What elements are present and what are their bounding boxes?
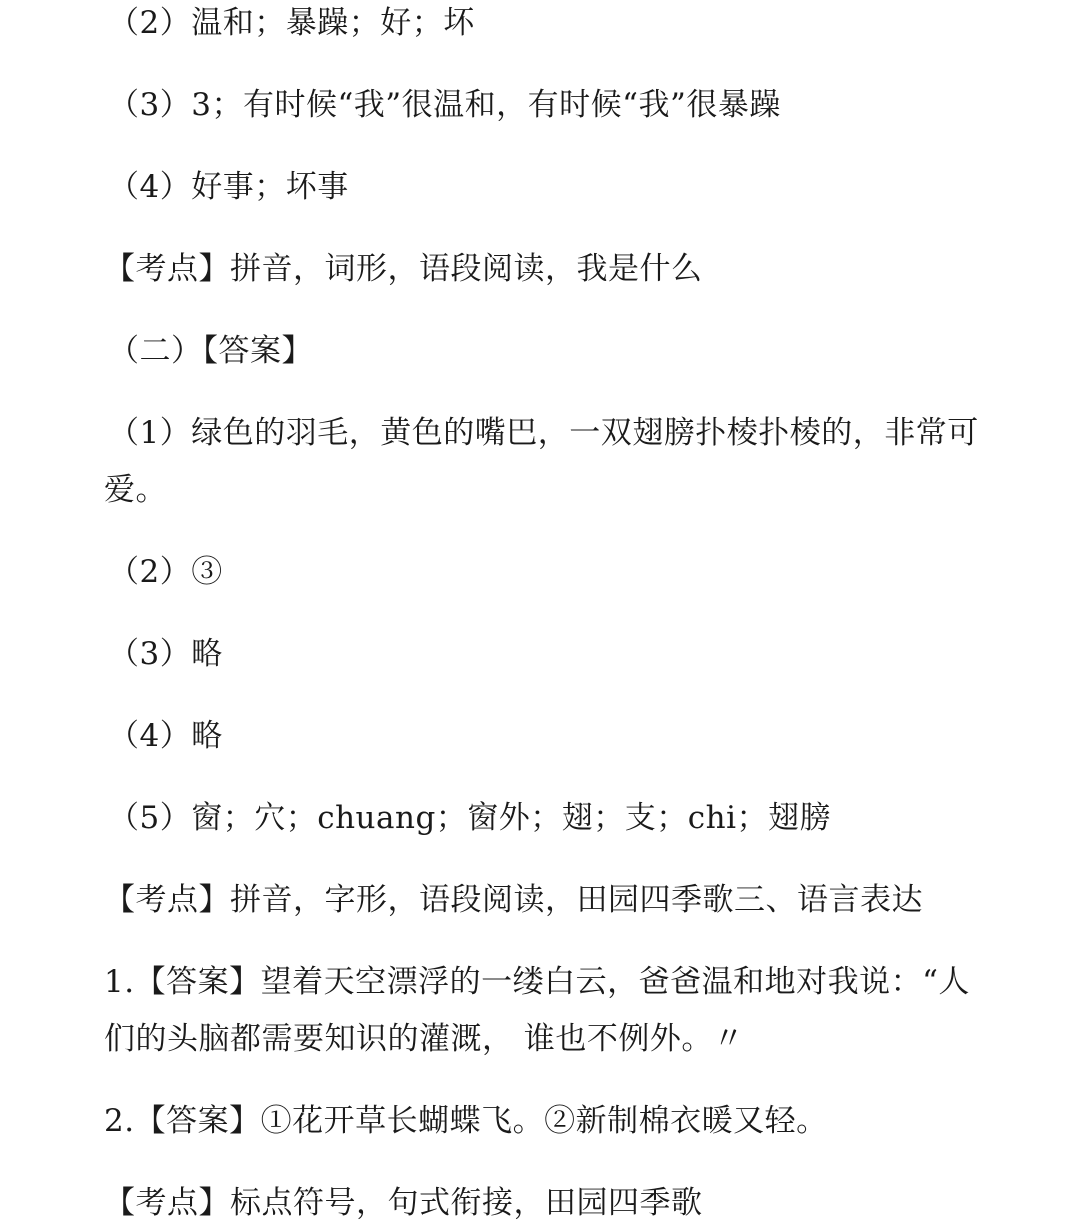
answer-line-4-2: （4）略 <box>108 718 223 754</box>
expression-answer-2: 2.【答案】①花开草长蝴蝶飞。②新制棉衣暖又轻。 <box>104 1103 828 1139</box>
answer-line-5-2: （5）窗；穴；chuang；窗外；翅；支；chi；翅膀 <box>108 800 832 836</box>
answer-line-3-2: （3）略 <box>108 636 223 672</box>
kaodian-line-2: 【考点】拼音，字形，语段阅读，田园四季歌三、语言表达 <box>104 882 923 918</box>
expression-answer-1: 1.【答案】望着天空漂浮的一缕白云，爸爸温和地对我说：“人 <box>104 964 970 1000</box>
answer-line-3-1: （3）3；有时候“我”很温和，有时候“我”很暴躁 <box>108 87 781 123</box>
kaodian-line-3: 【考点】标点符号，句式衔接，田园四季歌 <box>104 1185 703 1221</box>
expression-answer-1-cont: 们的头脑都需要知识的灌溉， 谁也不例外。〃 <box>104 1021 745 1057</box>
answer-line-1-2: （1）绿色的羽毛，黄色的嘴巴，一双翅膀扑棱扑棱的，非常可 <box>108 415 979 451</box>
answer-line-2-2: （2）③ <box>108 554 223 590</box>
section-two-heading: （二）【答案】 <box>108 333 313 369</box>
answer-line-2-1: （2）温和；暴躁；好；坏 <box>108 5 475 41</box>
kaodian-line-1: 【考点】拼音，词形，语段阅读，我是什么 <box>104 251 703 287</box>
answer-line-1-2-cont: 爱。 <box>104 472 167 508</box>
answer-line-4-1: （4）好事；坏事 <box>108 169 349 205</box>
